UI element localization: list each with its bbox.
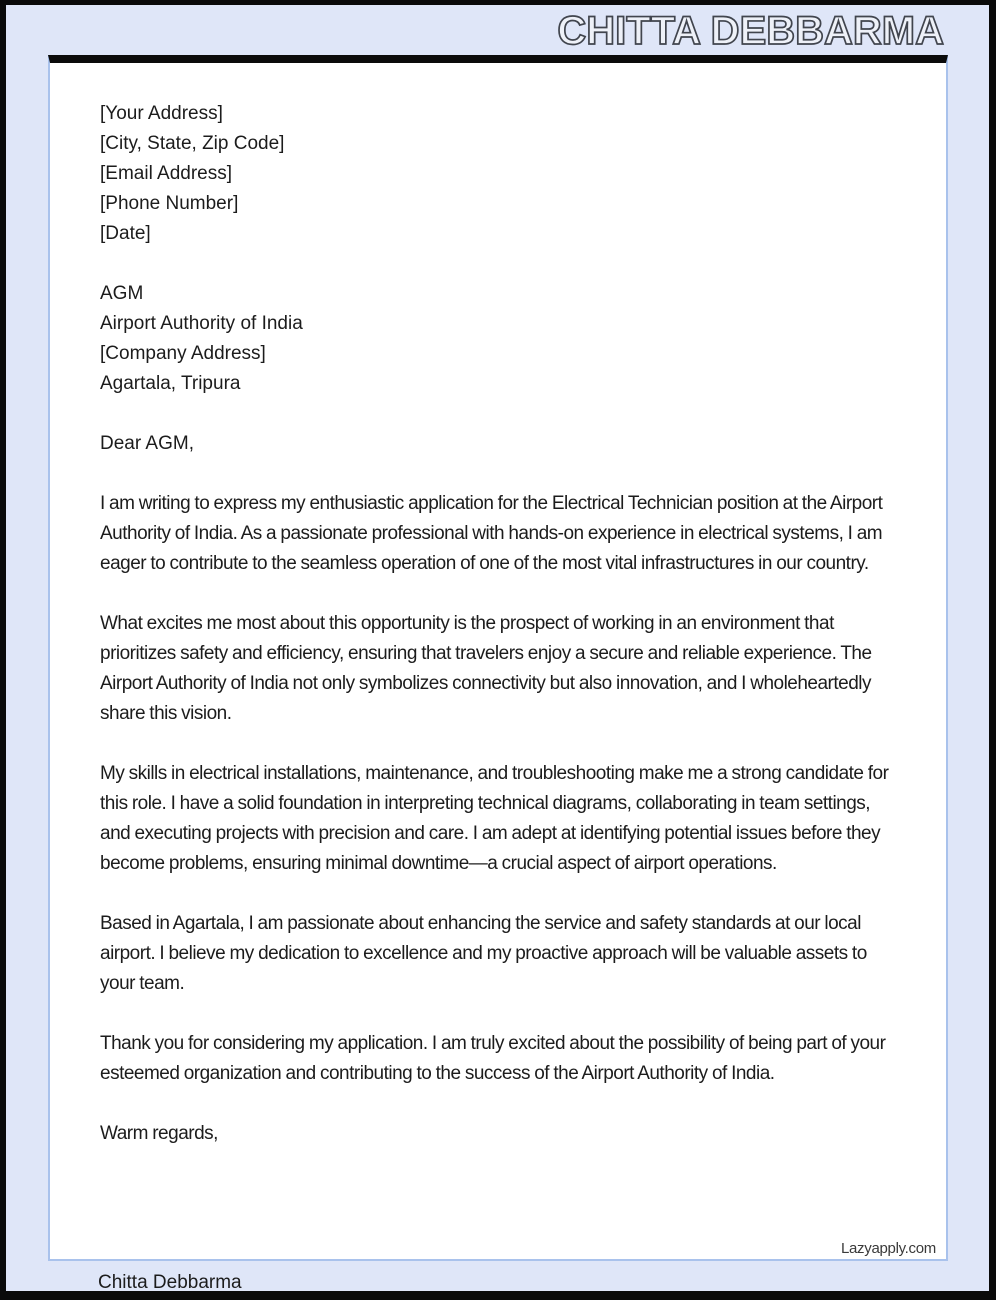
sender-email-line: [Email Address]: [100, 163, 232, 184]
sender-phone-line: [Phone Number]: [100, 193, 239, 214]
recipient-city-line: Agartala, Tripura: [100, 373, 241, 394]
recipient-company-line: Airport Authority of India: [100, 313, 303, 334]
recipient-block: [100, 279, 898, 399]
paragraph-skills: My skills in electrical installations, maintenance, and troubleshooting make me a strong candidate for this role. I have a solid foundation in interpreting technical diagrams, collaborating in team settings, and executing projects with precision and care. I am adept at identifying potential issues before they become problems, ensuring minimal downtime—a crucial aspect of airport operations.: [100, 763, 889, 874]
paragraph-location: Based in Agartala, I am passionate about enhancing the service and safety standards at our local airport. I believe my dedication to excellence and my proactive approach will be valuable assets to your team.: [100, 913, 867, 994]
paragraph-thanks: Thank you for considering my application. I am truly excited about the possibility of being part of your esteemed organization and contributing to the success of the Airport Authority of India.: [100, 1033, 886, 1084]
sender-city-line: [City, State, Zip Code]: [100, 133, 285, 154]
recipient-address-line: [Company Address]: [100, 343, 266, 364]
sender-block: [100, 99, 898, 249]
closing: Warm regards,: [100, 1123, 218, 1144]
sender-address-line: [Your Address]: [100, 103, 223, 124]
letterhead-name: CHITTA DEBBARMA: [557, 9, 944, 53]
paragraph-motivation: What excites me most about this opportunity is the prospect of working in an environment that prioritizes safety and efficiency, ensuring that travelers enjoy a secure and reliable experience. The Airport Authority of India not only symbolizes connectivity but also innovation, and I wholeheartedly share this vision.: [100, 613, 872, 724]
letterhead: [6, 5, 989, 55]
sender-date-line: [Date]: [100, 223, 151, 244]
lazyapply-watermark-link[interactable]: Lazyapply.com: [840, 1240, 936, 1257]
recipient-title-line: AGM: [100, 283, 144, 304]
signature-name: Chitta Debbarma: [98, 1272, 242, 1293]
salutation: Dear AGM,: [100, 433, 194, 454]
paragraph-intro: I am writing to express my enthusiastic application for the Electrical Technician position at the Airport Authority of India. As a passionate professional with hands-on experience in electrical systems, I am eager to contribute to the seamless operation of one of the most vital infrastructures in our country.: [100, 493, 883, 574]
cover-letter-sheet: [48, 55, 948, 1261]
